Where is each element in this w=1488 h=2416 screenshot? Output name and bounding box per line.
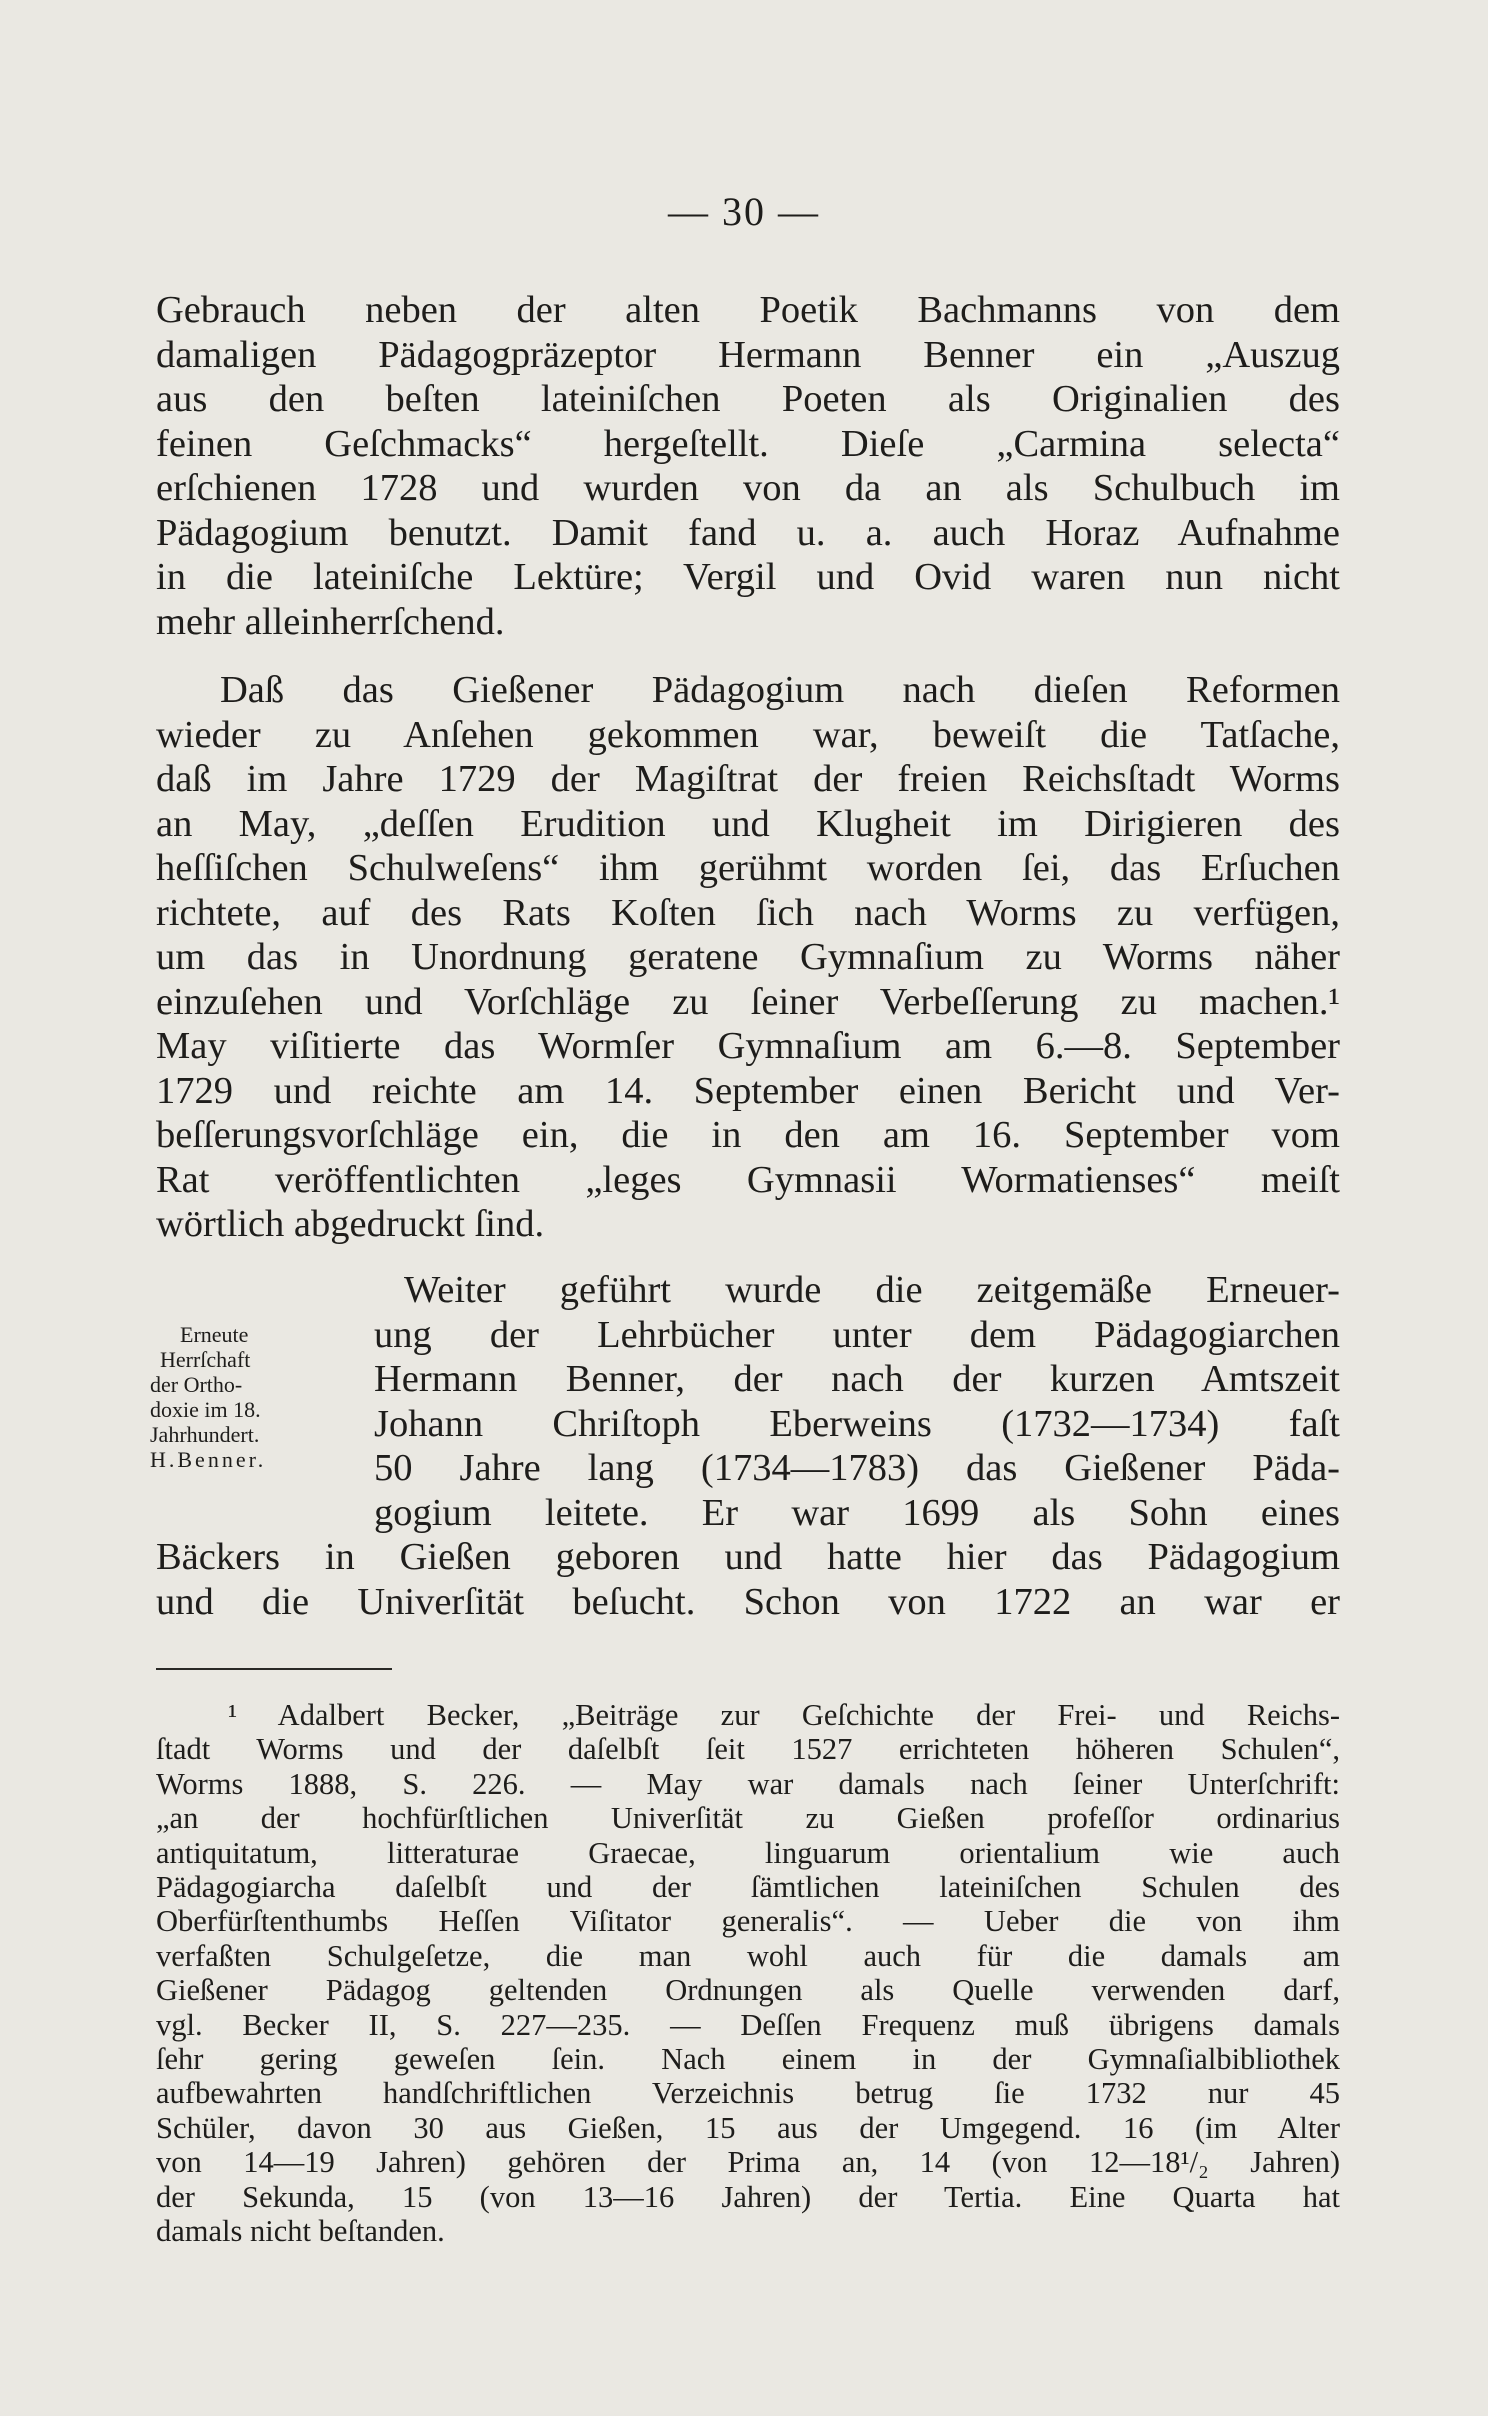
text-line: daß im Jahre 1729 der Magiſtrat der freien Reichsſtadt Worms: [156, 758, 1340, 800]
text-line: Rat veröffentlichten „leges Gymnasii Wormatienses“ meiſt: [156, 1158, 1340, 1201]
paragraph-1: [156, 288, 1340, 644]
footnote-line: Worms 1888, S. 226. — May war damals nach ſeiner Unterſchrift:: [156, 1766, 1340, 1801]
footnote-line: der Sekunda, 15 (von 13—16 Jahren) der Tertia. Eine Quarta hat: [156, 2179, 1340, 2214]
footnote: [156, 1698, 1340, 2249]
text-line: gogium leitete. Er war 1699 als Sohn eines: [374, 1491, 1340, 1534]
text-line: heſſiſchen Schulweſens“ ihm gerühmt worden ſei, das Erſuchen: [156, 847, 1340, 889]
footnote-separator: [156, 1668, 392, 1670]
text-line: um das in Unordnung geratene Gymnaſium zu Worms näher: [156, 936, 1340, 978]
footnote-line: ſtadt Worms und der daſelbſt ſeit 1527 errichteten höheren Schulen“,: [156, 1732, 1340, 1767]
text-line: erſchienen 1728 und wurden von da an als Schulbuch im: [156, 467, 1340, 509]
footnote-line: vgl. Becker II, S. 227—235. — Deſſen Frequenz muß übrigens damals: [156, 2007, 1340, 2042]
text-line: Gebrauch neben der alten Poetik Bachmanns von dem: [156, 289, 1340, 331]
margin-note-line: Herrſchaft: [160, 1347, 251, 1372]
text-line: Bäckers in Gießen geboren und hatte hier das Pädagogium: [156, 1536, 1340, 1578]
text-line: Weiter geführt wurde die zeitgemäße Erneuer-: [404, 1269, 1340, 1311]
footnote-line: Schüler, davon 30 aus Gießen, 15 aus der Umgegend. 16 (im Alter: [156, 2110, 1340, 2145]
footnote-line: antiquitatum, litteraturae Graecae, linguarum orientalium wie auch: [156, 1835, 1340, 1870]
text-line: beſſerungsvorſchläge ein, die in den am 16. September vom: [156, 1114, 1340, 1156]
text-line: ung der Lehrbücher unter dem Pädagogiarchen: [374, 1313, 1340, 1356]
text-line: Daß das Gießener Pädagogium nach dieſen Reformen: [220, 669, 1340, 711]
text-line: an May, „deſſen Erudition und Klugheit im Dirigieren des: [156, 802, 1340, 845]
text-line: einzuſehen und Vorſchläge zu ſeiner Verbeſſerung zu machen.¹: [156, 980, 1340, 1023]
text-line: aus den beſten lateiniſchen Poeten als Originalien des: [156, 378, 1340, 420]
footnote-line: ſehr gering geweſen ſein. Nach einem in der Gymnaſialbibliothek: [156, 2042, 1340, 2077]
text-line: 1729 und reichte am 14. September einen Bericht und Ver-: [156, 1069, 1340, 1112]
paragraph-3: [156, 1268, 1340, 1624]
text-line: mehr alleinherrſchend.: [156, 600, 505, 643]
footnote-line: verfaßten Schulgeſetze, die man wohl auch für die damals am: [156, 1938, 1340, 1973]
text-line: in die lateiniſche Lektüre; Vergil und Ovid waren nun nicht: [156, 556, 1340, 598]
text-line: Pädagogium benutzt. Damit fand u. a. auch Horaz Aufnahme: [156, 511, 1340, 554]
text-line: feinen Geſchmacks“ hergeſtellt. Dieſe „Carmina selecta“: [156, 422, 1340, 465]
text-line: May viſitierte das Wormſer Gymnaſium am 6.—8. September: [156, 1025, 1340, 1067]
text-line: wörtlich abgedruckt ſind.: [156, 1203, 545, 1245]
footnote-line: Oberfürſtenthumbs Heſſen Viſitator generalis“. — Ueber die von ihm: [156, 1904, 1340, 1939]
footnote-line: ¹ Adalbert Becker, „Beiträge zur Geſchichte der Frei- und Reichs-: [228, 1698, 1340, 1732]
margin-note-line: der Ortho-: [150, 1372, 243, 1397]
text-line: 50 Jahre lang (1734—1783) das Gießener Päda-: [374, 1447, 1340, 1489]
margin-note-line: Erneute: [180, 1322, 249, 1347]
footnote-line: aufbewahrten handſchriftlichen Verzeichnis betrug ſie 1732 nur 45: [156, 2076, 1340, 2111]
text-line: richtete, auf des Rats Koſten ſich nach Worms zu verfügen,: [156, 891, 1340, 934]
paragraph-2: [156, 668, 1340, 1247]
margin-note-line: H.Benner.: [150, 1447, 267, 1472]
text-line: Johann Chriſtoph Eberweins (1732—1734) faſt: [374, 1402, 1340, 1445]
footnote-line: damals nicht beſtanden.: [156, 2214, 445, 2249]
page-number: — 30 —: [668, 189, 820, 234]
footnote-line: „an der hochfürſtlichen Univerſität zu Gießen profeſſor ordinarius: [156, 1801, 1340, 1836]
footnote-line: von 14—19 Jahren) gehören der Prima an, 14 (von 12—18¹/₂ Jahren): [156, 2145, 1340, 2180]
text-line: und die Univerſität beſucht. Schon von 1722 an war er: [156, 1580, 1340, 1623]
footnote-line: Gießener Pädagog geltenden Ordnungen als Quelle verwenden darf,: [156, 1973, 1340, 2008]
margin-note-line: Jahrhundert.: [150, 1422, 260, 1447]
text-line: damaligen Pädagogpräzeptor Hermann Benner ein „Auszug: [156, 333, 1340, 376]
footnote-line: Pädagogiarcha daſelbſt und der ſämtlichen lateiniſchen Schulen des: [156, 1870, 1340, 1905]
text-line: wieder zu Anſehen gekommen war, beweiſt die Tatſache,: [156, 713, 1340, 756]
text-line: Hermann Benner, der nach der kurzen Amtszeit: [374, 1358, 1340, 1400]
margin-note-line: doxie im 18.: [150, 1397, 261, 1422]
